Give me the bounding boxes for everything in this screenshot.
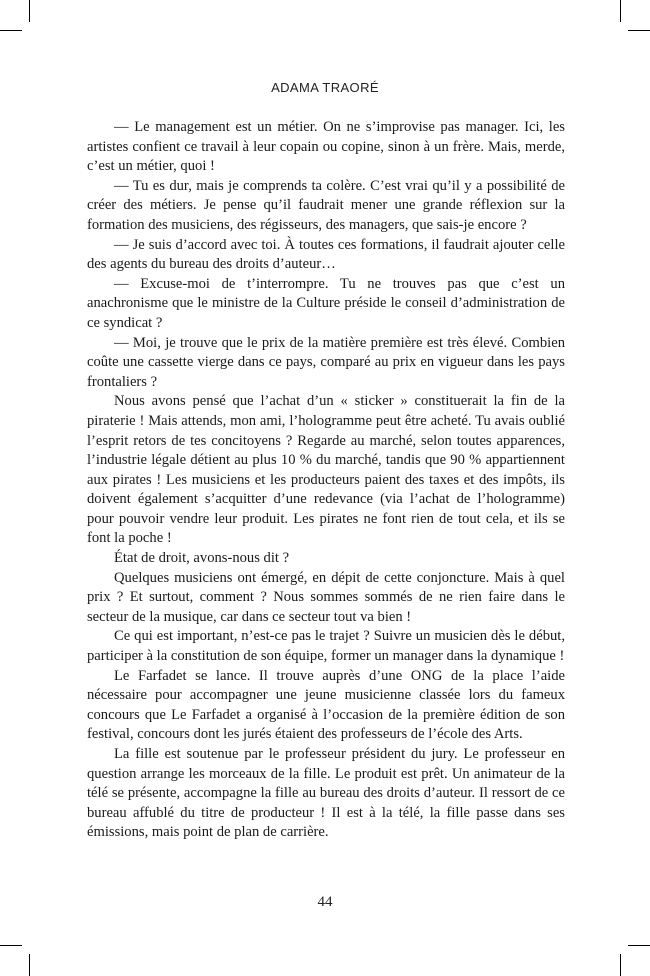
paragraph: Ce qui est important, n’est-ce pas le trajet ? Suivre un musicien dès le début, participer à la constitution de son équipe, former un manager dans la dynamique ! — [87, 628, 565, 665]
paragraph: — Je suis d’accord avec toi. À toutes ces formations, il faudrait ajouter celle des agents du bureau des droits d’auteur… — [87, 236, 565, 273]
paragraph: La fille est soutenue par le professeur président du jury. Le professeur en question arrange les morceaux de la fille. Le produit est prêt. Un animateur de la télé se présente, accompagne la fille au bureau des droits d’auteur. Il ressort de ce bureau affublé du titre de producteur ! Il est à la télé, la fille passe dans ses émissions, mais point de plan de carrière. — [87, 746, 565, 841]
crop-mark-top-right-horizontal — [628, 30, 650, 31]
paragraph: — Tu es dur, mais je comprends ta colère. C’est vrai qu’il y a possibilité de créer des métiers. Je pense qu’il faudrait mener une grande réflexion sur la formation des musiciens, des régisseurs, des managers, que sais-je encore ? — [87, 177, 565, 233]
paragraph: — Moi, je trouve que le prix de la matière première est très élevé. Combien coûte une cassette vierge dans ce pays, comparé au prix en vigueur dans les pays frontaliers ? — [87, 334, 565, 390]
crop-mark-top-left-horizontal — [0, 30, 22, 31]
crop-mark-bottom-left-horizontal — [0, 945, 22, 946]
paragraph: Nous avons pensé que l’achat d’un « sticker » constituerait la fin de la piraterie ! Mais attends, mon ami, l’hologramme peut être acheté. Tu avais oublié l’esprit retors de tes concitoyens ? Regarde au marché, selon toutes apparences, l’industrie légale détient au plus 10 % du marché, tandis que 90 % appartiennent aux pirates ! Les musiciens et les producteurs paient des taxes et des impôts, ils doivent également s’acquitter d’une redevance (via l’achat de l’hologramme) pour pouvoir vendre leur produit. Les pirates ne font rien de tout cela, et ils se font la poche ! — [87, 393, 565, 547]
paragraph: État de droit, avons-nous dit ? — [114, 550, 290, 567]
body-text — [87, 118, 565, 843]
crop-mark-bottom-right-vertical — [620, 954, 621, 976]
crop-mark-top-left-vertical — [29, 0, 30, 22]
page-number: 44 — [317, 894, 333, 910]
paragraph: — Excuse-moi de t’interrompre. Tu ne trouves pas que c’est un anachronisme que le ministre de la Culture préside le conseil d’administration de ce syndicat ? — [87, 275, 565, 331]
crop-mark-bottom-right-horizontal — [628, 945, 650, 946]
running-head: ADAMA TRAORÉ — [271, 80, 379, 95]
paragraph: Le Farfadet se lance. Il trouve auprès d’une ONG de la place l’aide nécessaire pour accompagner une jeune musicienne classée lors du fameux concours que Le Farfadet a organisé à l’occasion de la première édition de son festival, concours dont les jurés étaient des professeurs de l’école des Arts. — [87, 667, 565, 743]
crop-mark-top-right-vertical — [620, 0, 621, 22]
paragraph: — Le management est un métier. On ne s’improvise pas manager. Ici, les artistes confient ce travail à leur copain ou copine, sinon à un frère. Mais, merde, c’est un métier, quoi ! — [87, 119, 565, 175]
paragraph: Quelques musiciens ont émergé, en dépit de cette conjoncture. Mais à quel prix ? Et surtout, comment ? Nous sommes sommés de ne rien faire dans le secteur de la musique, car dans ce secteur tout va bien ! — [87, 569, 565, 625]
crop-mark-bottom-left-vertical — [29, 954, 30, 976]
